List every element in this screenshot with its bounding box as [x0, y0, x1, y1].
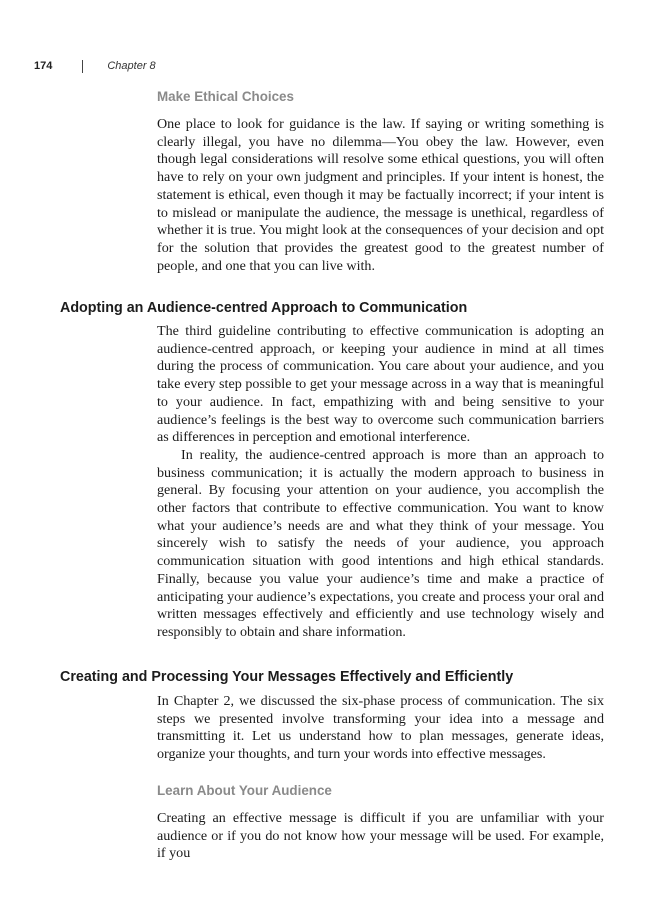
learn-audience-paragraph: Creating an effective message is difficult if you are unfamiliar with your audience or if you do not know how your message will be used. For example, if you	[157, 810, 604, 862]
audience-centred-heading: Adopting an Audience-centred Approach to Communication	[60, 300, 468, 316]
processing-heading: Creating and Processing Your Messages Effectively and Efficiently	[60, 669, 514, 685]
page-number: 174	[34, 60, 53, 72]
audience-centred-paragraph-1: The third guideline contributing to effective communication is adopting an audience-centred approach, or keeping your audience in mind at all times during the process of communication. You care about your audience, and you take every step possible to get your message across in a way that is meaningful to your audience. In fact, empathizing with and being sensitive to your audience’s feelings is the best way to overcome such communication barriers as differences in perception and emotional interference.	[157, 323, 604, 446]
ethics-paragraph: One place to look for guidance is the law. If saying or writing something is clearly illegal, you have no dilemma—You obey the law. However, even though legal considerations will resolve some ethical questions, you will often have to rely on your own judgment and principles. If your intent is honest, the statement is ethical, even though it may be factually incorrect; if your intent is to mislead or manipulate the audience, the message is unethical, regardless of whether it is true. You might look at the consequences of your decision and opt for the solution that provides the greatest good to the greatest number of people, and one that you can live with.	[157, 116, 604, 274]
learn-audience-section	[157, 782, 604, 863]
header-divider	[82, 60, 83, 73]
audience-centred-paragraph-2: In reality, the audience-centred approach is more than an approach to business communication; it is actually the modern approach to business in general. By focusing your attention on your audience, you accomplish the other factors that contribute to effective communication. You want to know what your audience’s needs are and what they think of your message. You sincerely wish to satisfy the needs of your audience, you approach communication situation with good intentions and high ethical standards. Finally, because you value your audience’s time and make a practice of anticipating your audience’s expectations, you create and process your oral and written messages effectively and efficiently and use technology wisely and responsibly to obtain and share information.	[157, 446, 604, 640]
processing-paragraph: In Chapter 2, we discussed the six-phase process of communication. The six steps we presented involve transforming your idea into a message and transmitting it. Let us understand how to plan messages, generate ideas, organize your thoughts, and turn your words into effective messages.	[157, 693, 604, 763]
chapter-label: Chapter 8	[107, 60, 156, 72]
processing-section	[157, 693, 604, 764]
learn-audience-heading: Learn About Your Audience	[157, 783, 332, 798]
ethics-heading: Make Ethical Choices	[157, 89, 294, 104]
audience-centred-section	[157, 323, 604, 642]
ethics-section	[157, 88, 604, 275]
page-header	[34, 57, 156, 75]
